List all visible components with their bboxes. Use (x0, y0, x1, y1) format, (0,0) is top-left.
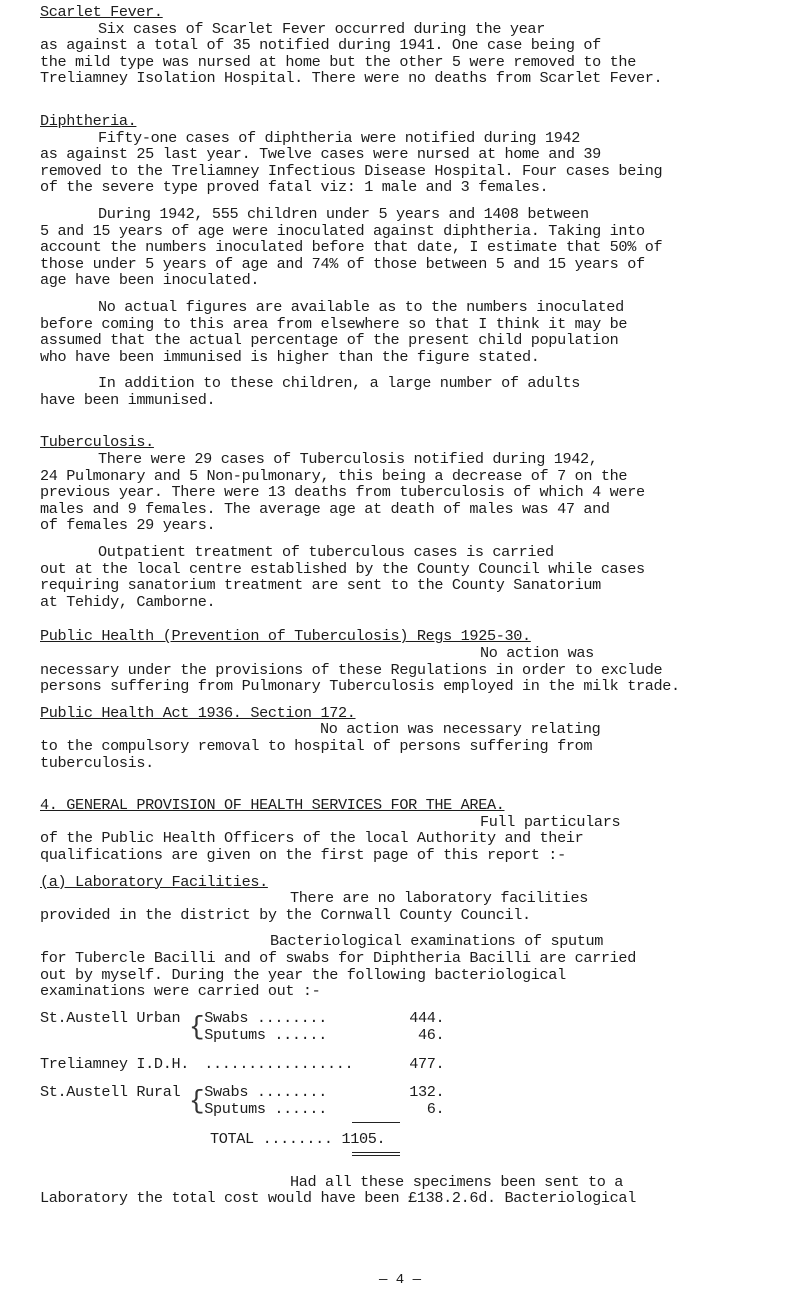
act-line: tuberculosis. (40, 754, 154, 772)
general-line: of the Public Health Officers of the local Authority and their (40, 830, 584, 847)
brace-icon: { (189, 1086, 205, 1117)
exam-kind: Swabs ........ (204, 1083, 327, 1102)
lab-line: Bacteriological examinations of sputum (270, 933, 604, 950)
lab-line: Had all these specimens been sent to a (290, 1173, 624, 1191)
diphtheria-line: before coming to this area from elsewhere so that I think it may be (40, 315, 628, 333)
tuberculosis-line: 24 Pulmonary and 5 Non-pulmonary, this being a decrease of 7 on the (40, 467, 628, 485)
diphtheria-line: Fifty-one cases of diphtheria were notified during 1942 (98, 129, 581, 147)
table-row (40, 1056, 444, 1073)
exam-count: 46. (417, 1025, 445, 1044)
exam-count: 132. (409, 1083, 445, 1102)
tuberculosis-line: of females 29 years. (40, 517, 216, 535)
table-row (40, 1084, 444, 1101)
table-row (40, 1010, 444, 1027)
general-line: qualifications are given on the first page of this report :- (40, 846, 566, 864)
diphtheria-line: assumed that the actual percentage of the present child population (40, 332, 619, 349)
lab-line: out by myself. During the year the following bacteriological (40, 966, 566, 984)
exam-count: 6. (426, 1100, 445, 1119)
act-line: No action was necessary relating (320, 721, 601, 738)
brace-icon: { (189, 1011, 205, 1042)
lab-heading: (a) Laboratory Facilities. (40, 873, 268, 891)
tuberculosis-line: males and 9 females. The average age at death of males was 47 and (40, 500, 610, 518)
diphtheria-line: those under 5 years of age and 74% of those between 5 and 15 years of (40, 255, 645, 273)
regs-heading: Public Health (Prevention of Tuberculosis) Regs 1925-30. (40, 628, 531, 645)
diphtheria-line: have been immunised. (40, 391, 216, 409)
exam-count: 444. (409, 1008, 445, 1027)
exam-count: 477. (409, 1054, 445, 1073)
lab-line: examinations were carried out :- (40, 983, 321, 1000)
diphtheria-line: of the severe type proved fatal viz: 1 male and 3 females. (40, 179, 549, 196)
scarlet-fever-line: Six cases of Scarlet Fever occurred during the year (98, 20, 545, 38)
tuberculosis-line: out at the local centre established by the County Council while cases (40, 560, 645, 578)
total-row (40, 1131, 778, 1148)
tuberculosis-heading: Tuberculosis. (40, 434, 154, 452)
act-heading: Public Health Act 1936. Section 172. (40, 704, 356, 722)
regs-line: necessary under the provisions of these Regulations in order to exclude (40, 661, 663, 679)
exam-kind: Swabs ........ (204, 1008, 327, 1027)
total-label: TOTAL ........ (210, 1131, 333, 1148)
area-name: St.Austell Urban (40, 1008, 181, 1027)
act-line: to the compulsory removal to hospital of persons suffering from (40, 737, 593, 755)
diphtheria-line: who have been immunised is higher than the figure stated. (40, 348, 540, 366)
scarlet-fever-line: the mild type was nursed at home but the other 5 were removed to the (40, 53, 636, 71)
general-heading: 4. GENERAL PROVISION OF HEALTH SERVICES FOR THE AREA. (40, 797, 505, 814)
tuberculosis-line: previous year. There were 13 deaths from tuberculosis of which 4 were (40, 484, 645, 501)
diphtheria-line: In addition to these children, a large number of adults (98, 375, 581, 392)
regs-line: persons suffering from Pulmonary Tuberculosis employed in the milk trade. (40, 678, 680, 695)
page-number: — 4 — (378, 1272, 421, 1288)
exam-kind: ................. (204, 1054, 354, 1073)
exam-kind: Sputums ...... (204, 1025, 327, 1044)
scarlet-fever-line: Treliamney Isolation Hospital. There were no deaths from Scarlet Fever. (40, 70, 663, 87)
lab-line: There are no laboratory facilities (290, 890, 588, 907)
diphtheria-line: as against 25 last year. Twelve cases were nursed at home and 39 (40, 146, 601, 163)
lab-line: Laboratory the total cost would have been £138.2.6d. Bacteriological (40, 1190, 636, 1208)
general-line: Full particulars (480, 813, 621, 831)
tuberculosis-line: Outpatient treatment of tuberculous cases is carried (98, 544, 554, 561)
total-value: 1105. (341, 1131, 386, 1148)
lab-line: provided in the district by the Cornwall County Council. (40, 906, 531, 924)
tuberculosis-line: There were 29 cases of Tuberculosis notified during 1942, (98, 451, 598, 468)
area-name: St.Austell Rural (40, 1083, 181, 1102)
scarlet-fever-heading: Scarlet Fever. (40, 4, 163, 21)
tuberculosis-line: at Tehidy, Camborne. (40, 593, 216, 611)
diphtheria-line: account the numbers inoculated before that date, I estimate that 50% of (40, 239, 663, 256)
total-rule-bottom (352, 1152, 400, 1153)
table-row (40, 1027, 444, 1044)
regs-line: No action was (480, 645, 594, 662)
lab-examinations-table (40, 1010, 444, 1119)
area-name: Treliamney I.D.H. (40, 1054, 189, 1073)
total-rule-top (352, 1122, 400, 1123)
tuberculosis-line: requiring sanatorium treatment are sent to the County Sanatorium (40, 577, 601, 594)
diphtheria-line: No actual figures are available as to the numbers inoculated (98, 298, 624, 316)
diphtheria-line: age have been inoculated. (40, 272, 260, 289)
scarlet-fever-line: as against a total of 35 notified during 1941. One case being of (40, 37, 601, 54)
lab-line: for Tubercle Bacilli and of swabs for Diphtheria Bacilli are carried (40, 949, 636, 967)
diphtheria-heading: Diphtheria. (40, 112, 137, 130)
diphtheria-line: During 1942, 555 children under 5 years and 1408 between (98, 205, 589, 223)
exam-kind: Sputums ...... (204, 1100, 327, 1119)
diphtheria-line: 5 and 15 years of age were inoculated against diphtheria. Taking into (40, 222, 645, 240)
table-row (40, 1101, 444, 1118)
diphtheria-line: removed to the Treliamney Infectious Disease Hospital. Four cases being (40, 162, 663, 180)
